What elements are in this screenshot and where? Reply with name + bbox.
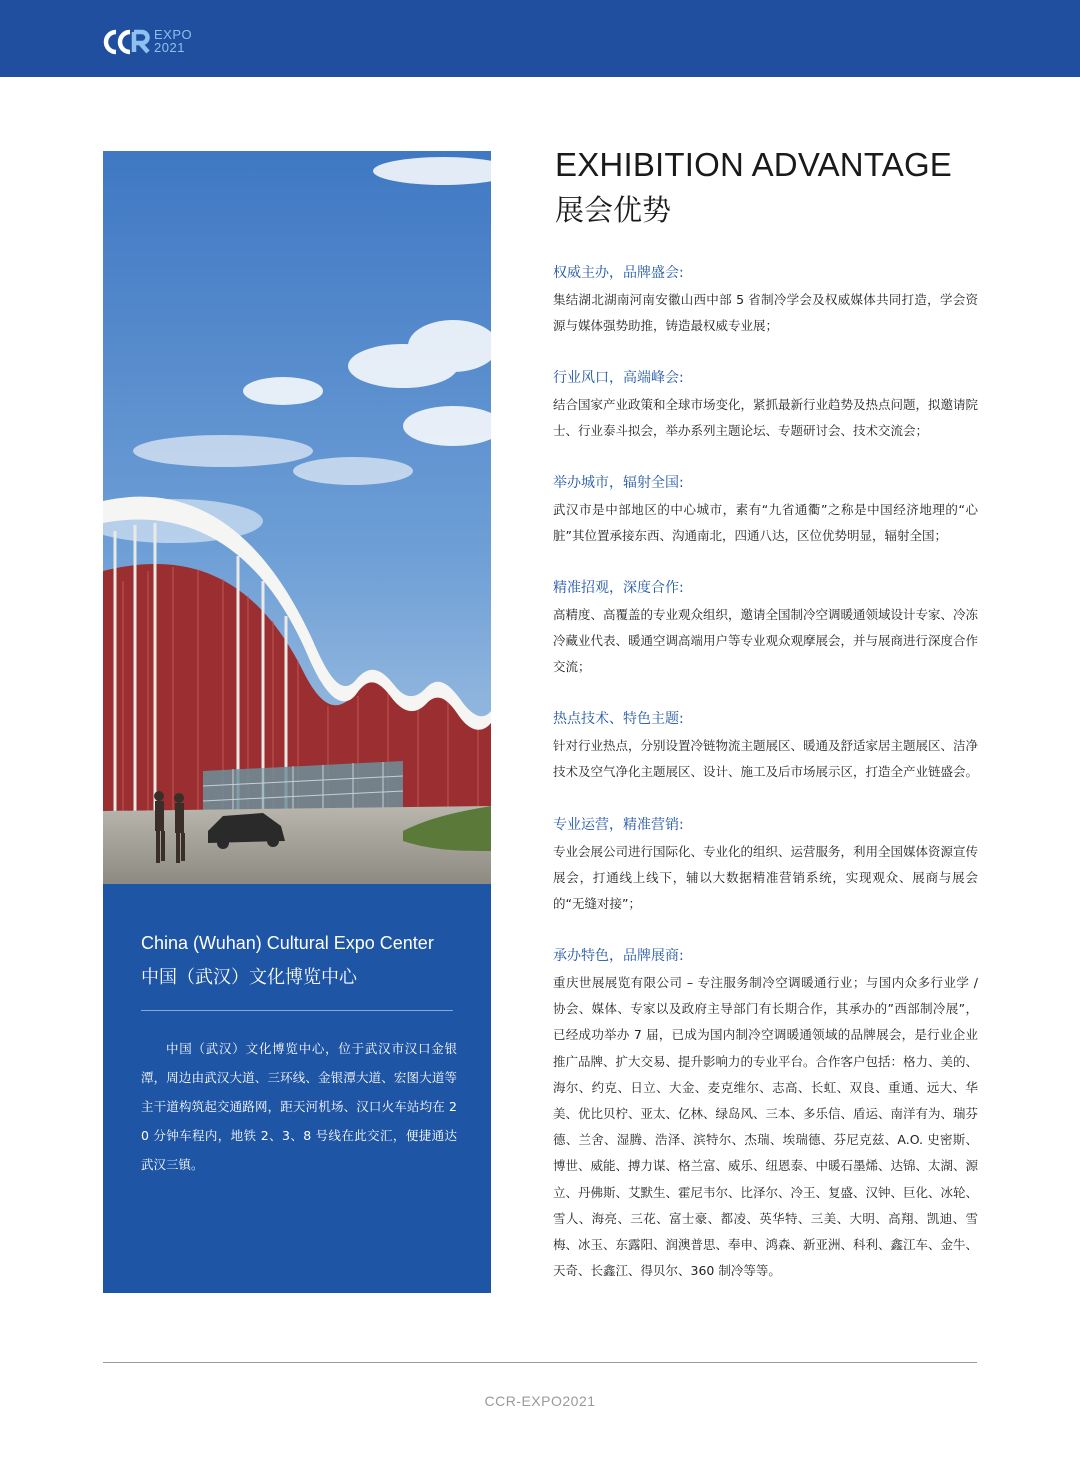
- venue-title-zh: 中国（武汉）文化博览中心: [141, 967, 357, 988]
- advantage-title: 权威主办，品牌盛会:: [553, 265, 684, 281]
- exhibition-hall-photo: [103, 151, 491, 884]
- venue-description: 中国（武汉）文化博览中心，位于武汉市汉口金银潭，周边由武汉大道、三环线、金银潭大道、宏图大道等主干道构筑起交通路网，距天河机场、汉口火车站均在 20 分钟车程内，地铁 2、3、8 号线在此交汇，便捷通达武汉三镇。: [141, 1041, 457, 1172]
- advantage-body: 专业会展公司进行国际化、专业化的组织、运营服务，利用全国媒体资源宣传展会，打通线上线下，辅以大数据精准营销系统，实现观众、展商与展会的“无缝对接”；: [553, 844, 979, 912]
- advantage-body: 针对行业热点，分别设置冷链物流主题展区、暖通及舒适家居主题展区、洁净技术及空气净化主题展区、设计、施工及后市场展示区，打造全产业链盛会。: [553, 738, 979, 780]
- advantage-section: [553, 578, 978, 681]
- advantage-title: 热点技术、特色主题:: [553, 711, 684, 727]
- advantage-section: [553, 709, 978, 785]
- advantage-body: 重庆世展展览有限公司 – 专注服务制冷空调暖通行业；与国内众多行业学 / 协会、媒体、专家以及政府主导部门有长期合作，其承办的”西部制冷展”，已经成功举办 7 届，已成为国内制冷空调暖通领域的品牌展会，是行业企业推广品牌、扩大交易、提升影响力的专业平台。合作客户包括：格力、美的、海尔、约克、日立、大金、麦克维尔、志高、长虹、双良、重通、远大、华美、优比贝柠、亚太、亿林、绿岛风、三本、多乐信、盾运、南洋有为、瑞芬德、兰舍、湿腾、浩泽、滨特尔、杰瑞、埃瑞德、芬尼克兹、A.O. 史密斯、博世、威能、搏力谋、格兰富、威乐、纽恩泰、中暖石墨烯、达锦、太湖、源立、丹佛斯、艾默生、霍尼韦尔、比泽尔、冷王、复盛、汉钟、巨化、冰轮、雪人、海亮、三花、富士豪、都凌、英华特、三美、大明、高翔、凯迪、雪梅、冰玉、东露阳、润澳普思、奉申、鸿森、新亚洲、科利、鑫江车、金牛、天奇、长鑫江、得贝尔、360 制冷等等。: [553, 975, 979, 1279]
- logo-expo: EXPO: [154, 27, 193, 42]
- advantage-title: 举办城市，辐射全国:: [553, 475, 684, 491]
- logo-year: 2021: [154, 40, 185, 55]
- section-heading-en: EXHIBITION ADVANTAGE: [555, 146, 953, 183]
- advantage-title: 精准招观，深度合作:: [553, 580, 684, 596]
- ccr-logo-icon: [103, 28, 151, 56]
- exhibition-hall-illustration: [103, 151, 491, 884]
- advantage-title: 承办特色，品牌展商:: [553, 948, 684, 964]
- logo-wordmark: [154, 28, 192, 54]
- advantage-body: 结合国家产业政策和全球市场变化，紧抓最新行业趋势及热点问题，拟邀请院士、行业泰斗拟会，举办系列主题论坛、专题研讨会、技术交流会；: [553, 397, 979, 439]
- footer-divider: [103, 1362, 977, 1363]
- section-heading-zh: 展会优势: [555, 193, 672, 227]
- venue-info-panel: [103, 884, 491, 1293]
- advantage-body: 集结湖北湖南河南安徽山西中部 5 省制冷学会及权威媒体共同打造，学会资源与媒体强势助推，铸造最权威专业展；: [553, 292, 978, 334]
- advantage-body: 高精度、高覆盖的专业观众组织，邀请全国制冷空调暖通领域设计专家、冷冻冷藏业代表、暖通空调高端用户等专业观众观摩展会，并与展商进行深度合作交流；: [553, 607, 979, 675]
- advantage-section: [553, 263, 978, 339]
- venue-title-en: China (Wuhan) Cultural Expo Center: [141, 933, 434, 953]
- advantage-section: [553, 815, 978, 918]
- advantage-section: [553, 473, 978, 549]
- advantage-body: 武汉市是中部地区的中心城市，素有“九省通衢”之称是中国经济地理的“心脏”其位置承接东西、沟通南北，四通八达，区位优势明显，辐射全国；: [553, 502, 978, 544]
- advantage-title: 行业风口，高端峰会:: [553, 370, 684, 386]
- panel-divider: [141, 1010, 453, 1011]
- advantage-section: [553, 946, 978, 1284]
- top-banner: [0, 0, 1080, 77]
- footer-text: CCR-EXPO2021: [484, 1393, 596, 1409]
- advantage-title: 专业运营，精准营销:: [553, 817, 684, 833]
- advantage-section: [553, 368, 978, 444]
